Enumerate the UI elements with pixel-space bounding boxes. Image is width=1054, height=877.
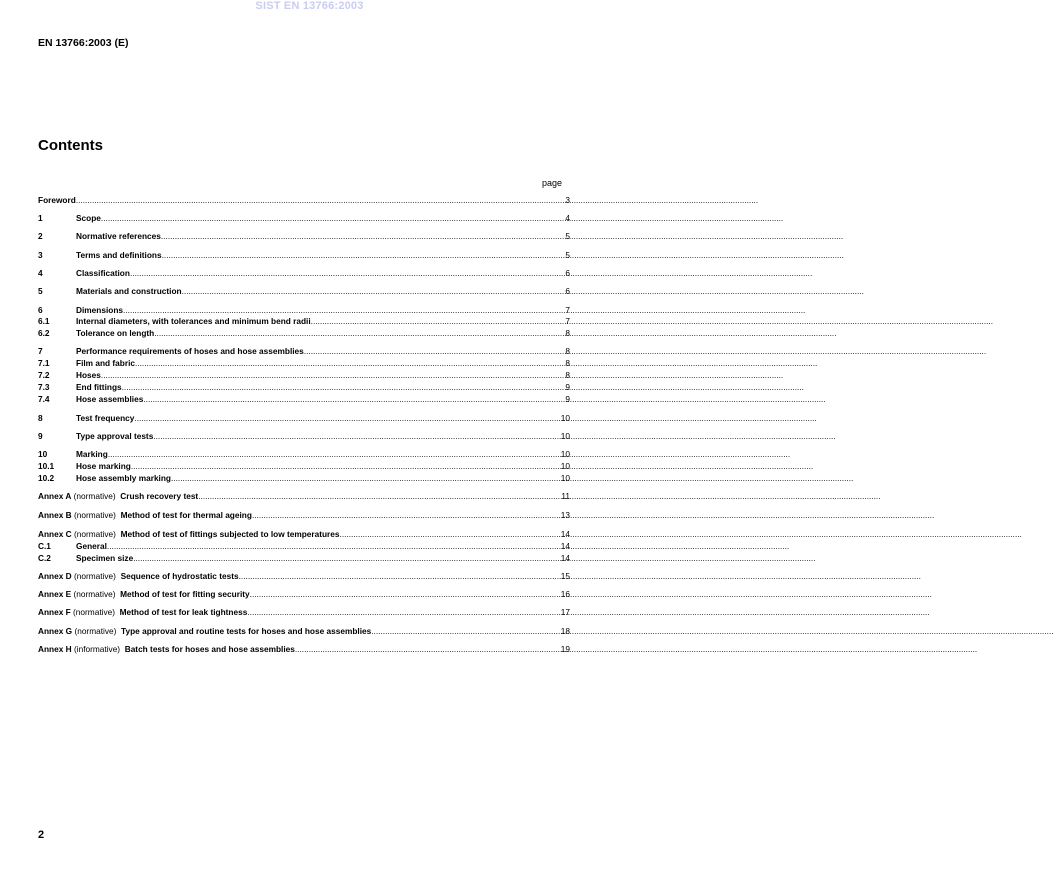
toc-entry-number: 10: [38, 449, 48, 459]
annex-id: Annex A: [38, 491, 72, 501]
toc-entry-page: 9: [565, 382, 570, 392]
toc-entry-label: Tolerance on length: [76, 328, 155, 338]
toc-entry-2[interactable]: [38, 230, 570, 241]
toc-entry-7-2[interactable]: [38, 369, 570, 380]
toc-annex-f[interactable]: [38, 606, 570, 617]
page-title: Contents: [38, 137, 103, 154]
toc-entry-7-1[interactable]: [38, 357, 570, 368]
annex-id: Annex H: [38, 644, 72, 654]
toc-entry-page: 10: [560, 431, 570, 441]
annex-label: Method of test for leak tightness: [119, 607, 248, 617]
toc-entry-number: 10.1: [38, 461, 55, 471]
toc-entry-page: 8: [565, 370, 570, 380]
toc-entry-label: Materials and construction: [76, 286, 182, 296]
toc-entry-number: 9: [38, 431, 43, 441]
toc-entry-label: Terms and definitions: [76, 250, 162, 260]
dot-leader: [133, 553, 560, 563]
annex-type: (normative): [73, 571, 116, 581]
dot-leader: [311, 316, 565, 326]
dot-leader: [162, 250, 565, 260]
annex-label: Method of test for fitting security: [120, 589, 250, 599]
dot-leader: [340, 529, 560, 539]
toc-entry-page: 6: [565, 286, 570, 296]
toc-entry-number: 8: [38, 413, 43, 423]
annex-type: (normative): [73, 589, 116, 599]
dot-leader: [76, 195, 565, 205]
annex-label: Crush recovery test: [120, 491, 199, 501]
toc-entry-number: 10.2: [38, 473, 55, 483]
toc-entry-label: Foreword: [38, 195, 76, 205]
dot-leader: [250, 589, 560, 599]
toc-annex-g[interactable]: [38, 625, 570, 636]
annex-type: (informative): [73, 644, 121, 654]
toc-entry-7[interactable]: [38, 345, 570, 356]
dot-leader: [161, 231, 565, 241]
dot-leader: [134, 413, 559, 423]
dot-leader: [295, 644, 560, 654]
annex-type: (normative): [73, 491, 116, 501]
toc-entry-c-1[interactable]: [38, 540, 570, 551]
annex-type: (normative): [73, 607, 116, 617]
dot-leader: [153, 431, 559, 441]
toc-entry-page: 5: [565, 231, 570, 241]
dot-leader: [108, 449, 560, 459]
dot-leader: [101, 213, 564, 223]
toc-entry-page: 7: [565, 316, 570, 326]
toc-entry-page: 10: [560, 449, 570, 459]
toc-entry-label: End fittings: [76, 382, 122, 392]
toc-entry-c-2[interactable]: [38, 552, 570, 563]
toc-entry-page: 5: [565, 250, 570, 260]
toc-entry-number: 2: [38, 231, 43, 241]
toc-entry-10-1[interactable]: [38, 460, 570, 471]
annex-id: Annex G: [38, 626, 73, 636]
toc-entry-page: 9: [565, 394, 570, 404]
toc-entry-page: 8: [565, 358, 570, 368]
dot-leader: [131, 461, 560, 471]
dot-leader: [130, 268, 564, 278]
toc-entry-label: Film and fabric: [76, 358, 136, 368]
toc-annex-c[interactable]: [38, 528, 570, 539]
toc-entry-page: 19: [560, 644, 570, 654]
toc-entry-number: 6.1: [38, 316, 50, 326]
dot-leader: [252, 510, 560, 520]
toc-entry-6[interactable]: [38, 304, 570, 315]
page-number: 2: [38, 829, 45, 841]
toc-entry-6-1[interactable]: [38, 315, 570, 326]
toc-entry-4[interactable]: [38, 267, 570, 278]
toc-entry-label: Classification: [76, 268, 130, 278]
toc-entry-8[interactable]: [38, 412, 570, 423]
toc-entry-6-2[interactable]: [38, 327, 570, 338]
toc-entry-7-3[interactable]: [38, 381, 570, 392]
toc-entry-label: Specimen size: [76, 553, 134, 563]
dot-leader: [371, 626, 560, 636]
toc-annex-h[interactable]: [38, 643, 570, 654]
annex-label: Batch tests for hoses and hose assemblies: [124, 644, 295, 654]
dot-leader: [247, 607, 559, 617]
dot-leader: [304, 346, 565, 356]
dot-leader: [198, 491, 560, 501]
toc-entry-5[interactable]: [38, 285, 570, 296]
toc-entry-label: Internal diameters, with tolerances and minimum bend radii: [76, 316, 311, 326]
toc-entry-page: 18: [560, 626, 570, 636]
annex-type: (normative): [74, 626, 117, 636]
toc-entry-label: Type approval tests: [76, 431, 154, 441]
toc-entry-label: Test frequency: [76, 413, 135, 423]
toc-entry-number: 5: [38, 286, 43, 296]
toc-entry-label: General: [76, 541, 107, 551]
toc-entry-label: Marking: [76, 449, 108, 459]
toc-entry-number: 7.1: [38, 358, 50, 368]
toc-entry-number: C.1: [38, 541, 51, 551]
page-column-label: page: [542, 178, 563, 188]
toc-entry-label: Performance requirements of hoses and hose assemblies: [76, 346, 304, 356]
toc-entry-page: 10: [560, 461, 570, 471]
annex-label: Method of test for thermal ageing: [120, 510, 252, 520]
toc-entry-page: 15: [560, 571, 570, 581]
document-id: EN 13766:2003 (E): [38, 37, 129, 49]
toc-entry-page: 3: [565, 195, 570, 205]
toc-entry-number: 3: [38, 250, 43, 260]
toc-entry-label: Normative references: [76, 231, 161, 241]
toc-entry-page: 8: [565, 346, 570, 356]
toc-entry-number: 7.4: [38, 394, 50, 404]
toc-entry-page: 11: [561, 491, 570, 501]
annex-type: (normative): [73, 510, 116, 520]
toc-annex-d[interactable]: [38, 570, 570, 581]
toc-entry-page: 16: [560, 589, 570, 599]
dot-leader: [154, 328, 564, 338]
dot-leader: [239, 571, 560, 581]
toc-entry-page: 13: [560, 510, 570, 520]
toc-entry-page: 14: [560, 553, 570, 563]
toc-entry-number: 1: [38, 213, 43, 223]
toc-entry-page: 6: [565, 268, 570, 278]
toc-annex-b[interactable]: [38, 509, 570, 520]
toc-entry-label: Hose marking: [76, 461, 131, 471]
watermark: SIST EN 13766:2003: [255, 0, 364, 12]
dot-leader: [135, 358, 564, 368]
annex-label: Method of test of fittings subjected to low temperatures: [120, 529, 340, 539]
toc-entry-label: Dimensions: [76, 305, 124, 315]
dot-leader: [171, 473, 560, 483]
annex-id: Annex C: [38, 529, 72, 539]
toc-entry-page: 14: [560, 529, 570, 539]
toc-entry-number: 4: [38, 268, 43, 278]
toc-entry-7-4[interactable]: [38, 393, 570, 404]
toc-entry-label: Hoses: [76, 370, 101, 380]
toc-entry-page: 10: [560, 413, 570, 423]
dot-leader: [107, 541, 560, 551]
toc-entry-label: Hose assemblies: [76, 394, 144, 404]
toc-entry-3[interactable]: [38, 249, 570, 260]
toc-entry-number: 7: [38, 346, 43, 356]
toc-entry-number: 6.2: [38, 328, 50, 338]
toc-entry-9[interactable]: [38, 430, 570, 441]
dot-leader: [122, 382, 565, 392]
toc-entry-number: 6: [38, 305, 43, 315]
annex-id: Annex B: [38, 510, 72, 520]
annex-label: Type approval and routine tests for hoses and hose assemblies: [121, 626, 372, 636]
toc-entry-1[interactable]: [38, 212, 570, 223]
toc-entry-page: 10: [560, 473, 570, 483]
toc-annex-e[interactable]: [38, 588, 570, 599]
toc-entry-number: 7.2: [38, 370, 50, 380]
annex-label: Sequence of hydrostatic tests: [120, 571, 239, 581]
toc-entry-number: 7.3: [38, 382, 50, 392]
toc-entry-page: 17: [560, 607, 570, 617]
dot-leader: [182, 286, 565, 296]
toc-entry-number: C.2: [38, 553, 51, 563]
dot-leader: [143, 394, 564, 404]
dot-leader: [101, 370, 564, 380]
annex-id: Annex D: [38, 571, 72, 581]
toc-annex-a[interactable]: [38, 490, 570, 501]
annex-type: (normative): [73, 529, 116, 539]
annex-id: Annex E: [38, 589, 72, 599]
toc-entry-page: 7: [565, 305, 570, 315]
toc-entry-label: Scope: [76, 213, 101, 223]
toc-entry-10-2[interactable]: [38, 472, 570, 483]
toc-entry-label: Hose assembly marking: [76, 473, 171, 483]
toc-entry-page: 4: [565, 213, 570, 223]
annex-id: Annex F: [38, 607, 71, 617]
toc-entry-page: 14: [560, 541, 570, 551]
toc-entry-10[interactable]: [38, 448, 570, 459]
dot-leader: [123, 305, 564, 315]
toc-entry-foreword[interactable]: [38, 194, 570, 205]
toc-entry-page: 8: [565, 328, 570, 338]
